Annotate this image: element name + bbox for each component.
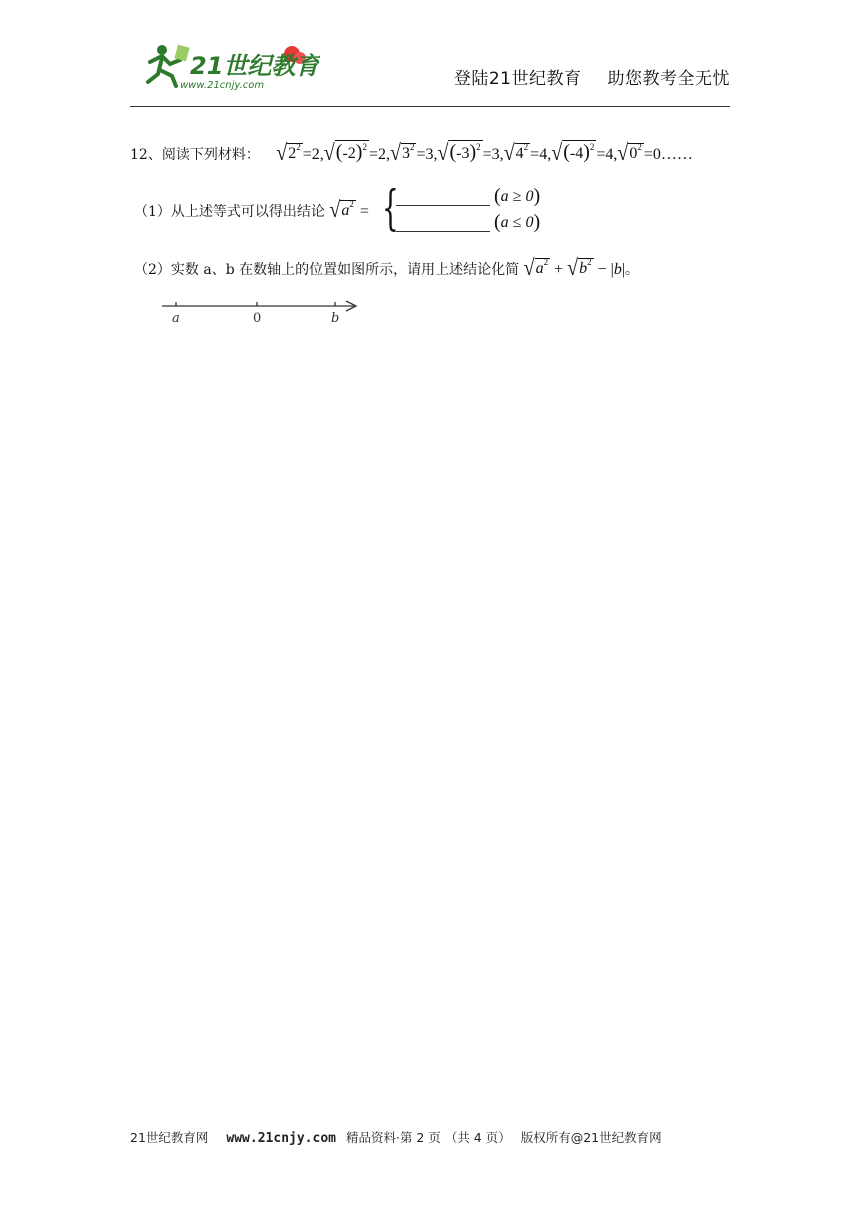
header-divider (130, 106, 730, 107)
part1-line (134, 197, 369, 223)
part2-label: （2）实数 a、b 在数轴上的位置如图所示，请用上述结论化简 (134, 262, 520, 278)
label-b: b (331, 311, 340, 326)
footer-url[interactable]: www.21cnjy.com (226, 1131, 336, 1146)
footer-page-info: 精品资料·第 2 页 （共 4 页） (345, 1130, 511, 1145)
part2-expression: √ $a^2$ + √ $b^2$ − |b| (523, 255, 626, 281)
part1-label: （1）从上述等式可以得出结论 (134, 204, 325, 220)
part1-expression: √ $a^2$ = (329, 197, 369, 223)
ellipsis: …… (660, 146, 693, 163)
logo-text: 21世纪教育 (190, 52, 320, 80)
logo-url: www.21cnjy.com (180, 80, 265, 91)
case1-condition: a ≥ 0 (500, 188, 534, 205)
header-slogan (454, 64, 730, 89)
question-material-line (130, 140, 693, 164)
page-footer (130, 1128, 662, 1146)
case-row-2: ( a ≤ 0 ) (396, 212, 540, 232)
case-row-1: ( a ≥ 0 ) (396, 186, 540, 206)
site-logo (140, 40, 320, 92)
label-a: a (172, 311, 180, 326)
number-line (160, 294, 370, 326)
answer-blank-1[interactable] (396, 191, 490, 206)
label-zero: 0 (253, 311, 262, 326)
part2-line (134, 255, 640, 281)
case2-condition: a ≤ 0 (500, 214, 534, 231)
footer-site: 21世纪教育网 (130, 1130, 209, 1145)
answer-cases (382, 180, 552, 236)
material-equations: √ $2^2$ =2, √ $(-2)^2$ =2, √ $3^2$ =3, √ $(-3)^2$ =3, √ $4^2$ =4, √ $(-4)^2$ =4, √ $0^2$ =0…… (276, 140, 693, 166)
part2-end: 。 (625, 262, 640, 278)
question-prefix: 12、阅读下列材料： (130, 147, 260, 163)
slogan-left: 登陆21世纪教育 (453, 69, 582, 89)
footer-copyright: 版权所有@21世纪教育网 (520, 1130, 662, 1145)
left-brace: { (382, 180, 399, 236)
slogan-right: 助您教考全无忧 (607, 69, 730, 89)
answer-blank-2[interactable] (396, 217, 490, 232)
